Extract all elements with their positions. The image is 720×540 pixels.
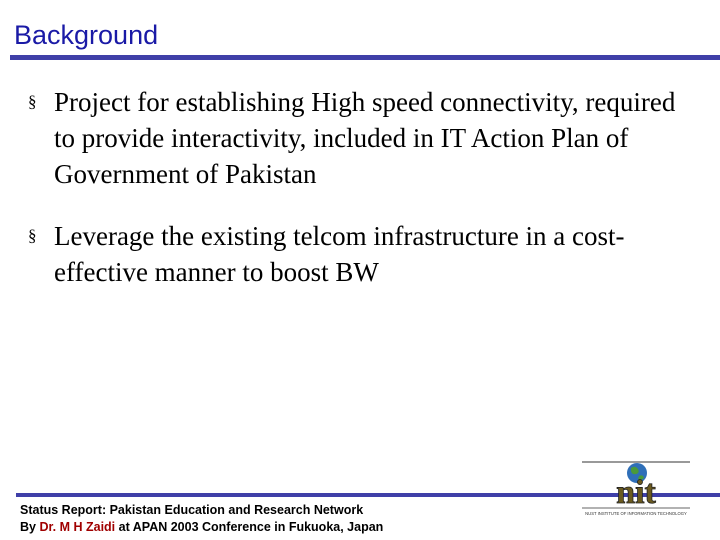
logo-wordmark: nit (616, 474, 656, 511)
bullet-marker-icon: § (28, 226, 37, 245)
bullet-list (28, 84, 698, 316)
bullet-text: Leverage the existing telcom infrastructure in a cost-effective manner to boost BW (54, 221, 625, 287)
logo-tagline: NUST INSTITUTE OF INFORMATION TECHNOLOGY (585, 511, 687, 516)
footer (20, 502, 383, 536)
nit-logo (580, 459, 692, 518)
footer-line-2: By Dr. M H Zaidi at APAN 2003 Conference in Fukuoka, Japan (20, 520, 384, 534)
bullet-text: Project for establishing High speed connectivity, required to provide interactivity, included in IT Action Plan of Government of Pakistan (54, 87, 676, 189)
footer-author: Dr. M H Zaidi (39, 520, 116, 534)
title-underline (10, 55, 720, 60)
bullet-marker-icon: § (28, 92, 37, 111)
bullet-item (28, 218, 698, 290)
footer-line-1: Status Report: Pakistan Education and Research Network (20, 503, 364, 517)
bullet-item (28, 84, 698, 192)
slide-title: Background (14, 20, 159, 50)
